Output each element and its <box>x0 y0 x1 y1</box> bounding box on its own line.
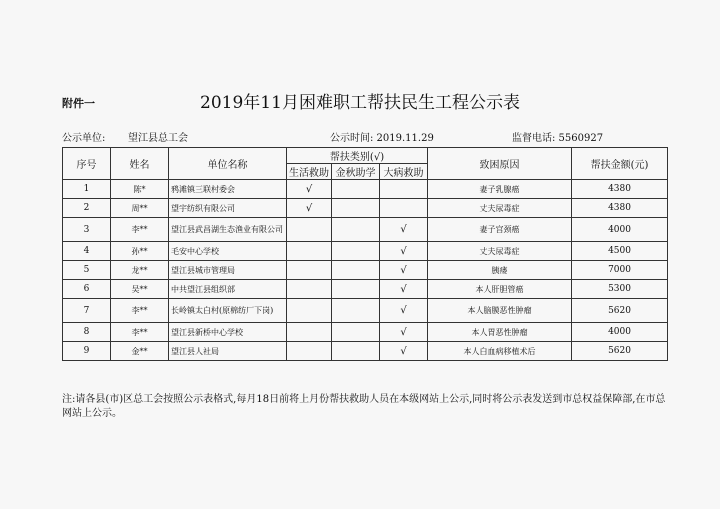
header-name: 姓名 <box>111 148 169 180</box>
living-aid-check <box>287 342 332 361</box>
aid-amount: 4380 <box>572 180 668 199</box>
publish-unit-value: 望江县总工会 <box>128 133 188 144</box>
illness-aid-check: √ <box>380 218 428 242</box>
illness-aid-check: √ <box>380 242 428 261</box>
row-number: 4 <box>63 242 111 261</box>
autumn-aid-check <box>332 342 380 361</box>
hardship-reason: 本人胃恶性肿瘤 <box>428 323 572 342</box>
hardship-reason: 本人脑膜恶性肿瘤 <box>428 299 572 323</box>
hardship-reason: 妻子宫颈癌 <box>428 218 572 242</box>
aid-amount: 5620 <box>572 299 668 323</box>
aid-amount: 7000 <box>572 261 668 280</box>
supervision-phone: 监督电话: 5560927 <box>512 133 604 144</box>
illness-aid-check <box>380 199 428 218</box>
row-number: 6 <box>63 280 111 299</box>
assistance-table <box>62 147 668 361</box>
header-living: 生活救助 <box>287 164 332 180</box>
illness-aid-check: √ <box>380 280 428 299</box>
living-aid-check <box>287 299 332 323</box>
aid-amount: 4000 <box>572 323 668 342</box>
aid-amount: 5300 <box>572 280 668 299</box>
header-unit: 单位名称 <box>169 148 287 180</box>
table-row <box>63 261 668 280</box>
unit-name: 鸦滩镇三联村委会 <box>169 180 287 199</box>
illness-aid-check: √ <box>380 323 428 342</box>
unit-name: 望江县城市管理局 <box>169 261 287 280</box>
table-row <box>63 199 668 218</box>
unit-name: 毛安中心学校 <box>169 242 287 261</box>
publish-unit-label: 公示单位: <box>62 133 106 144</box>
person-name: 孙** <box>111 242 169 261</box>
page-title: 2019年11月困难职工帮扶民生工程公示表 <box>200 93 520 113</box>
autumn-aid-check <box>332 280 380 299</box>
autumn-aid-check <box>332 242 380 261</box>
autumn-aid-check <box>332 199 380 218</box>
hardship-reason: 丈夫尿毒症 <box>428 242 572 261</box>
unit-name: 望江县人社局 <box>169 342 287 361</box>
hardship-reason: 丈夫尿毒症 <box>428 199 572 218</box>
header-category: 帮扶类别(√) <box>287 148 428 164</box>
living-aid-check: √ <box>287 199 332 218</box>
hardship-reason: 本人肝胆管癌 <box>428 280 572 299</box>
hardship-reason: 妻子乳腺癌 <box>428 180 572 199</box>
unit-name: 中共望江县组织部 <box>169 280 287 299</box>
header-amount: 帮扶金额(元) <box>572 148 668 180</box>
table-row <box>63 323 668 342</box>
person-name: 吴** <box>111 280 169 299</box>
living-aid-check <box>287 218 332 242</box>
table-row <box>63 342 668 361</box>
person-name: 龙** <box>111 261 169 280</box>
row-number: 2 <box>63 199 111 218</box>
person-name: 李** <box>111 323 169 342</box>
person-name: 周** <box>111 199 169 218</box>
unit-name: 望宇纺织有限公司 <box>169 199 287 218</box>
aid-amount: 4000 <box>572 218 668 242</box>
header-reason: 致困原因 <box>428 148 572 180</box>
person-name: 金** <box>111 342 169 361</box>
table-row <box>63 242 668 261</box>
table-body <box>63 180 668 361</box>
row-number: 8 <box>63 323 111 342</box>
row-number: 9 <box>63 342 111 361</box>
hardship-reason: 胰瘘 <box>428 261 572 280</box>
aid-amount: 5620 <box>572 342 668 361</box>
autumn-aid-check <box>332 299 380 323</box>
row-number: 1 <box>63 180 111 199</box>
table-row <box>63 299 668 323</box>
row-number: 3 <box>63 218 111 242</box>
publish-time: 公示时间: 2019.11.29 <box>330 133 434 144</box>
unit-name: 望江县新桥中心学校 <box>169 323 287 342</box>
person-name: 陈* <box>111 180 169 199</box>
header-no: 序号 <box>63 148 111 180</box>
table-row <box>63 180 668 199</box>
header-illness: 大病救助 <box>380 164 428 180</box>
living-aid-check <box>287 261 332 280</box>
unit-name: 望江县武昌湖生态渔业有限公司 <box>169 218 287 242</box>
autumn-aid-check <box>332 180 380 199</box>
table-row <box>63 280 668 299</box>
autumn-aid-check <box>332 323 380 342</box>
illness-aid-check: √ <box>380 261 428 280</box>
living-aid-check: √ <box>287 180 332 199</box>
row-number: 5 <box>63 261 111 280</box>
header-autumn: 金秋助学 <box>332 164 380 180</box>
illness-aid-check <box>380 180 428 199</box>
person-name: 李** <box>111 218 169 242</box>
row-number: 7 <box>63 299 111 323</box>
aid-amount: 4380 <box>572 199 668 218</box>
unit-name: 长岭镇太白村(原棉纺厂下岗) <box>169 299 287 323</box>
living-aid-check <box>287 323 332 342</box>
autumn-aid-check <box>332 218 380 242</box>
living-aid-check <box>287 280 332 299</box>
hardship-reason: 本人白血病移植术后 <box>428 342 572 361</box>
illness-aid-check: √ <box>380 342 428 361</box>
attachment-label: 附件一 <box>62 97 95 110</box>
table-row <box>63 218 668 242</box>
person-name: 李** <box>111 299 169 323</box>
illness-aid-check: √ <box>380 299 428 323</box>
autumn-aid-check <box>332 261 380 280</box>
living-aid-check <box>287 242 332 261</box>
footnote: 注:请各县(市)区总工会按照公示表格式,每月18日前将上月份帮扶救助人员在本级网站上公示,同时将公示表发送到市总权益保障部,在市总网站上公示。 <box>62 394 666 419</box>
aid-amount: 4500 <box>572 242 668 261</box>
